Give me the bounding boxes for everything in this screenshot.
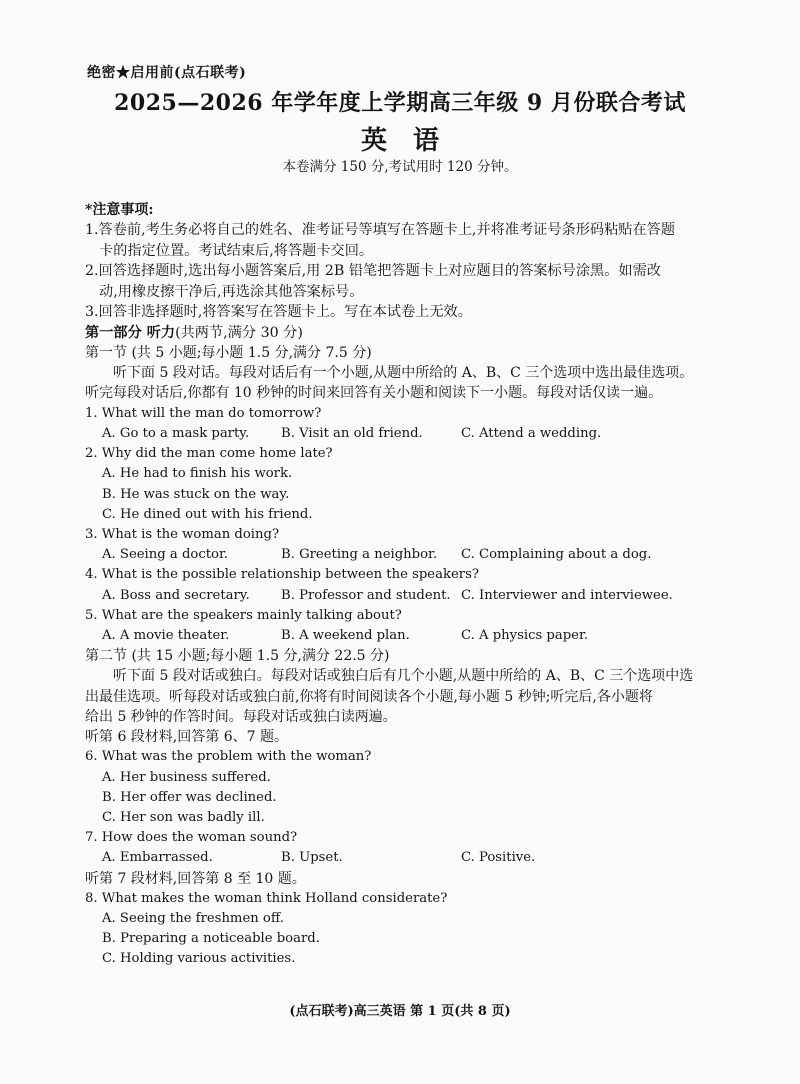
exam-title: 2025—2026 年学年度上学期高三年级 9 月份联合考试 [114,90,686,116]
option-b: B. Visit an old friend. [281,425,423,441]
part1-title: 第一部分 听力 [85,324,176,341]
question-stem: 8. What makes the woman think Holland considerate? [85,890,448,906]
option-c: C. Her son was badly ill. [102,810,265,826]
option-b: B. He was stuck on the way. [102,486,290,502]
material-note: 听第 7 段材料,回答第 8 至 10 题。 [85,870,306,887]
notice-item: 3.回答非选择题时,将答案写在答题卡上。写在本试卷上无效。 [85,304,472,321]
option-a: A. Seeing a doctor. [102,547,229,563]
notice-item: 1.答卷前,考生务必将自己的姓名、准考证号等填写在答题卡上,并将准考证号条形码粘贴在答题 [85,222,676,239]
question-stem: 1. What will the man do tomorrow? [85,405,322,421]
question-options [85,626,765,646]
option-a: A. Her business suffered. [102,769,271,785]
part1-heading [85,323,765,343]
page-footer: (点石联考)高三英语 第 1 页(共 8 页) [289,1004,511,1019]
option-b: B. Greeting a neighbor. [281,547,438,563]
question-stem: 2. Why did the man come home late? [85,446,333,462]
exam-content [85,200,765,970]
section2-instructions [85,666,765,727]
instructions-line: 听下面 5 段对话。每段对话后有一个小题,从题中所给的 A、B、C 三个选项中选出最佳选项。 [113,365,694,382]
option-c: C. Holding various activities. [102,951,296,967]
confidential-label: 绝密★启用前(点石联考) [87,65,247,81]
question-options [85,848,765,868]
option-a: A. Embarrassed. [102,850,213,866]
section1-instructions [85,363,765,404]
option-c: C. Positive. [461,850,536,866]
option-c: C. A physics paper. [461,627,589,643]
section2-title: 第二节 (共 15 小题;每小题 1.5 分,满分 22.5 分) [85,648,390,665]
option-c: C. Attend a wedding. [461,425,602,441]
question-stem: 3. What is the woman doing? [85,526,280,542]
option-b: B. Preparing a noticeable board. [102,931,320,947]
instructions-line: 听完每段对话后,你都有 10 秒钟的时间来回答有关小题和阅读下一小题。每段对话仅读一遍。 [85,385,663,402]
score-note: 本卷满分 150 分,考试用时 120 分钟。 [282,159,518,175]
option-a: A. He had to finish his work. [102,466,293,482]
notice-heading: *注意事项: [85,202,154,218]
option-a: A. Go to a mask party. [102,425,250,441]
notice-item: 2.回答选择题时,选出每小题答案后,用 2B 铅笔把答题卡上对应题目的答案标号涂黑。如需改 [85,263,661,280]
question-stem: 6. What was the problem with the woman? [85,749,372,765]
question-stem: 5. What are the speakers mainly talking about? [85,607,402,623]
option-a: A. A movie theater. [102,627,230,643]
option-c: C. He dined out with his friend. [102,506,313,522]
instructions-line: 给出 5 秒钟的作答时间。每段对话或独白读两遍。 [85,708,397,725]
part1-title-note: (共两节,满分 30 分) [175,324,303,341]
subject-title: 英语 [360,126,465,156]
question-options [85,545,765,565]
question-stem: 7. How does the woman sound? [85,830,298,846]
option-a: A. Boss and secretary. [102,587,250,603]
question-options [85,586,765,606]
material-note: 听第 6 段材料,回答第 6、7 题。 [85,729,288,746]
option-b: B. Upset. [281,850,343,866]
instructions-line: 听下面 5 段对话或独白。每段对话或独白后有几个小题,从题中所给的 A、B、C 三个选项中选 [113,668,694,685]
instructions-line: 出最佳选项。听每段对话或独白前,你将有时间阅读各个小题,每小题 5 秒钟;听完后,各小题将 [85,688,653,705]
question-stem: 4. What is the possible relationship between the speakers? [85,567,479,583]
question-options [85,424,765,444]
option-c: C. Complaining about a dog. [461,547,652,563]
option-a: A. Seeing the freshmen off. [102,911,284,927]
option-b: B. Her offer was declined. [102,789,277,805]
option-b: B. Professor and student. [281,587,451,603]
notice-item: 动,用橡皮擦干净后,再选涂其他答案标号。 [99,283,364,300]
option-c: C. Interviewer and interviewee. [461,587,673,603]
option-b: B. A weekend plan. [281,627,410,643]
notice-item: 卡的指定位置。考试结束后,将答题卡交回。 [99,242,374,259]
section1-title: 第一节 (共 5 小题;每小题 1.5 分,满分 7.5 分) [85,344,372,361]
